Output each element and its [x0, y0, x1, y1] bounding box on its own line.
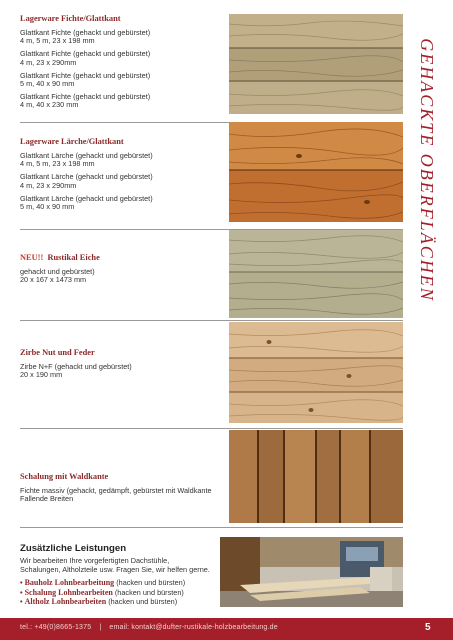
footer-email[interactable]: email: kontakt@dufter-rustikale-holzbearbeitung.de	[109, 624, 278, 631]
schalung-wood-photo	[229, 430, 403, 523]
services-text-line: Wir bearbeiten Ihre vorgefertigten Dachstühle,	[20, 556, 170, 565]
product-dimensions: 20 x 190 mm	[20, 370, 63, 380]
product-name: Glattkant Fichte (gehackt und gebürstet)	[20, 28, 151, 37]
product-name: Glattkant Fichte (gehackt und gebürstet)	[20, 92, 151, 102]
zirbe-wood-photo	[229, 322, 403, 423]
product-name: Glattkant Fichte (gehackt und gebürstet)	[20, 49, 151, 59]
product-item	[20, 152, 205, 168]
product-name: Glattkant Lärche (gehackt und gebürstet)	[20, 172, 153, 182]
footer-bar	[0, 618, 453, 640]
services-list	[20, 578, 220, 607]
product-dimensions: 4 m, 23 x 290mm	[20, 180, 77, 190]
product-name: Fichte massiv (gehackt, gedämpft, gebürstet mit Waldkante	[20, 486, 212, 495]
product-item	[20, 363, 205, 379]
product-name: Glattkant Lärche (gehackt und gebürstet)	[20, 151, 153, 160]
product-name: Glattkant Lärche (gehackt und gebürstet)	[20, 193, 153, 203]
page-number: 5	[425, 622, 431, 633]
product-dimensions: 5 m, 40 x 90 mm	[20, 79, 75, 89]
product-name: Zirbe N+F (gehackt und gebürstet)	[20, 362, 132, 371]
service-item: • Altholz Lohnbearbeiten (hacken und bürsten)	[20, 597, 178, 606]
fichte-wood-photo	[229, 14, 403, 114]
section-divider	[20, 428, 403, 429]
product-dimensions: 4 m, 40 x 230 mm	[20, 100, 79, 110]
section-divider	[20, 320, 403, 321]
section-fichte	[20, 14, 205, 115]
product-item	[20, 93, 205, 109]
section-title	[20, 253, 205, 262]
product-dimensions: 4 m, 5 m, 23 x 198 mm	[20, 36, 95, 46]
section-title-text: Rustikal Eiche	[47, 253, 100, 262]
product-item	[20, 268, 205, 284]
services-title: Zusätzliche Leistungen	[20, 543, 127, 554]
sidebar-title-text: GEHACKTE OBERFLÄCHEN	[417, 38, 437, 302]
section-zirbe	[20, 348, 205, 384]
product-item	[20, 195, 205, 211]
product-item	[20, 72, 205, 88]
product-item	[20, 50, 205, 66]
product-dimensions: 20 x 167 x 1473 mm	[20, 275, 87, 285]
product-name: gehackt und gebürstet)	[20, 267, 95, 276]
new-badge: NEU!!	[20, 253, 44, 262]
service-item: • Schalung Lohnbearbeiten (hacken und bürsten)	[20, 587, 184, 597]
section-laerche	[20, 137, 205, 216]
product-item	[20, 29, 205, 45]
service-detail: (hacken und bürsten)	[108, 597, 178, 606]
section-title: Schalung mit Waldkante	[20, 472, 109, 481]
product-item	[20, 173, 205, 189]
product-dimensions: Fallende Breiten	[20, 494, 74, 504]
product-dimensions: 4 m, 5 m, 23 x 198 mm	[20, 159, 95, 169]
service-name: Bauholz Lohnbearbeitung	[24, 578, 115, 587]
footer-contact	[20, 624, 278, 631]
section-title: Zirbe Nut und Feder	[20, 348, 95, 357]
section-title: Lagerware Lärche/Glattkant	[20, 137, 124, 146]
footer-separator: |	[99, 624, 102, 631]
services-description	[20, 556, 220, 574]
section-title: Lagerware Fichte/Glattkant	[20, 14, 121, 23]
eiche-wood-photo	[229, 230, 403, 318]
product-dimensions: 5 m, 40 x 90 mm	[20, 202, 75, 212]
product-dimensions: 4 m, 23 x 290mm	[20, 57, 77, 67]
section-schalung	[20, 472, 220, 508]
service-detail: (hacken und bürsten)	[116, 578, 186, 587]
laerche-wood-photo	[229, 122, 403, 222]
footer-phone[interactable]: tel.: +49(0)8665-1375	[20, 624, 92, 631]
service-name: Altholz Lohnbearbeiten	[24, 597, 107, 606]
product-name: Glattkant Fichte (gehackt und gebürstet)	[20, 70, 151, 80]
service-name: Schalung Lohnbearbeiten	[24, 587, 113, 597]
section-eiche	[20, 253, 205, 289]
additional-services	[20, 543, 220, 607]
service-detail: (hacken und bürsten)	[114, 587, 184, 597]
service-item: • Bauholz Lohnbearbeitung (hacken und bürsten)	[20, 578, 186, 587]
section-divider	[20, 527, 403, 528]
workshop-photo	[220, 537, 403, 607]
services-text-line: Schalungen, Altholzteile usw. Fragen Sie, wir helfen gerne.	[20, 565, 210, 574]
product-item	[20, 487, 220, 503]
